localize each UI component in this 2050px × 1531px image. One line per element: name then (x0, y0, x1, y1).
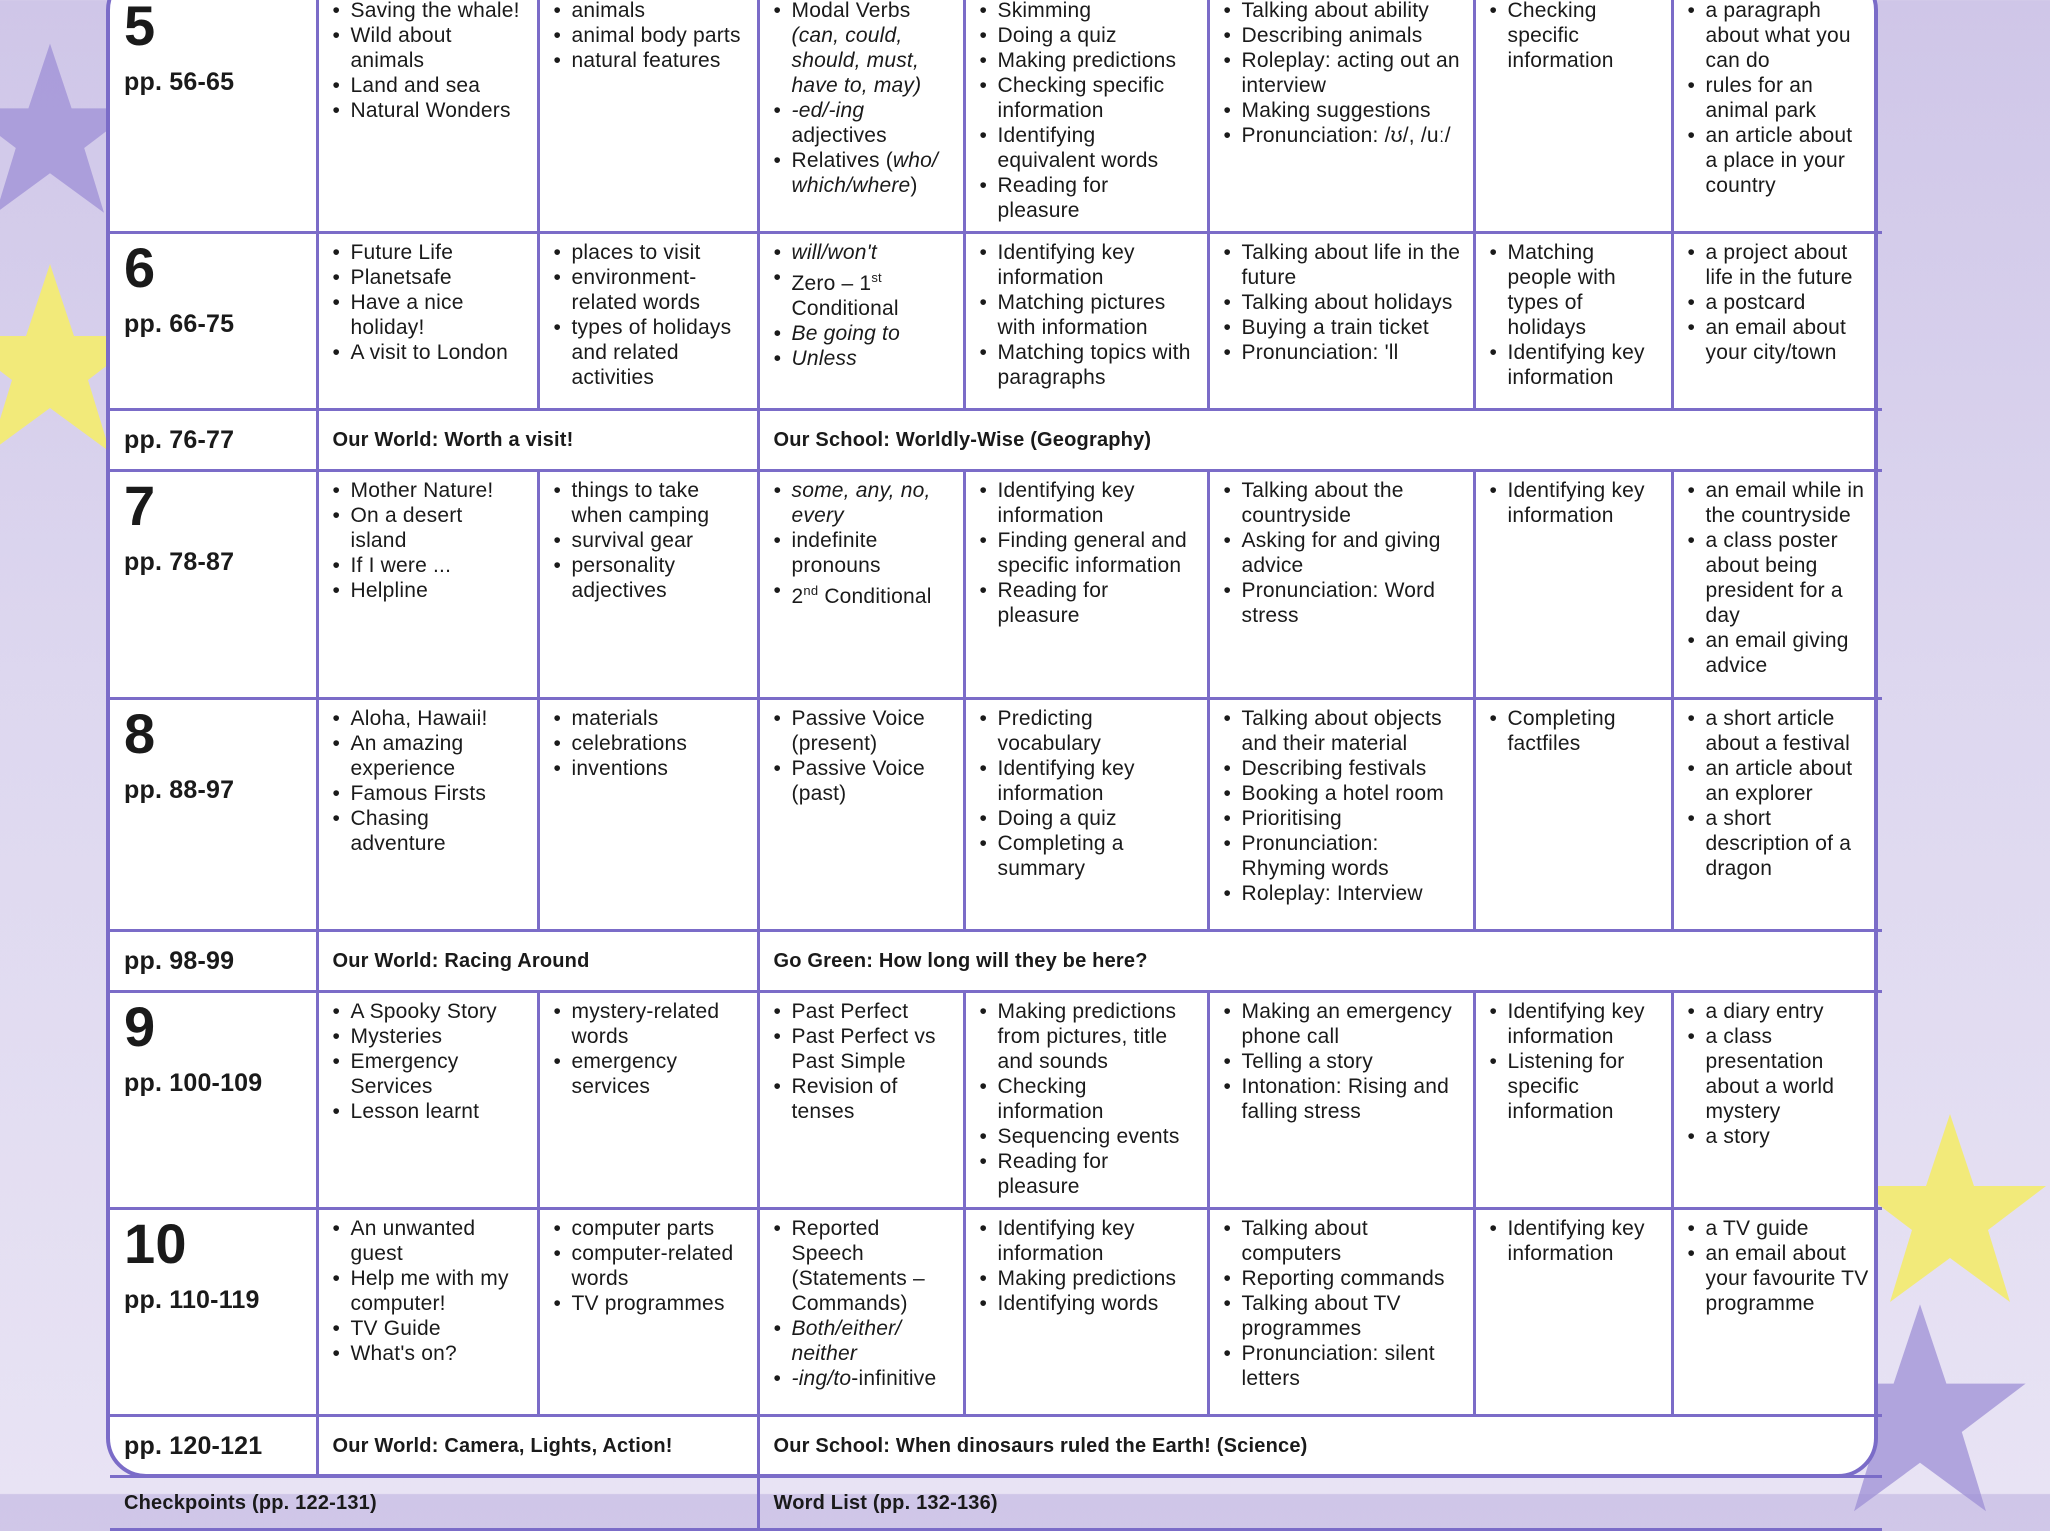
list-item: • Pronunciation: 'll (1224, 340, 1461, 365)
list-item: • An unwanted guest (333, 1216, 525, 1266)
grammar-cell (758, 992, 964, 1209)
topics-cell (317, 233, 538, 410)
special-section-row (110, 410, 1882, 471)
list-item: • Help me with my computer! (333, 1266, 525, 1316)
our-world-title: Our World: Racing Around (317, 931, 758, 992)
list-item: • Matching people with types of holidays (1490, 240, 1659, 340)
unit-number: 9 (124, 995, 156, 1058)
list-item: • computer parts (554, 1216, 745, 1241)
list-item: • Pronunciation: Word stress (1224, 578, 1461, 628)
grammar-text: Modal Verbs (791, 0, 911, 22)
list-item: • Future Life (333, 240, 525, 265)
list-item (774, 1366, 951, 1391)
reading-cell (964, 471, 1208, 699)
list-item: • Completing factfiles (1490, 706, 1659, 756)
list-item: • Completing a summary (980, 831, 1195, 881)
topics-cell (317, 1209, 538, 1416)
list-item: • Doing a quiz (980, 806, 1195, 831)
writing-cell (1672, 471, 1882, 699)
list-item: • An amazing experience (333, 731, 525, 781)
list-item: • animals (554, 0, 745, 23)
list-item: • emergency services (554, 1049, 745, 1099)
list-item: • Matching pictures with information (980, 290, 1195, 340)
our-world-title: Our World: Worth a visit! (317, 410, 758, 471)
special-section-row (110, 931, 1882, 992)
speaking-cell (1208, 0, 1474, 233)
list-item: • a TV guide (1688, 1216, 1871, 1241)
list-item: • Making predictions (980, 1266, 1195, 1291)
list-item: • Doing a quiz (980, 23, 1195, 48)
grammar-text: 2 (791, 585, 804, 608)
vocabulary-cell (538, 992, 758, 1209)
list-item: • Have a nice holiday! (333, 290, 525, 340)
grammar-text: (can, could, should, must, have to, may) (791, 24, 922, 97)
unit-pages: pp. 110-119 (124, 1286, 260, 1314)
vocabulary-cell (538, 1209, 758, 1416)
list-item: • computer-related words (554, 1241, 745, 1291)
unit-pages: pp. 56-65 (124, 68, 235, 96)
list-item: • Asking for and giving advice (1224, 528, 1461, 578)
special-section-row (110, 1416, 1882, 1477)
unit-cell (110, 699, 317, 931)
list-item: • materials (554, 706, 745, 731)
unit-row (110, 0, 1882, 233)
list-item (774, 265, 951, 321)
list-item: • mystery-related words (554, 999, 745, 1049)
grammar-text: Conditional (824, 585, 932, 608)
our-world-title: Our World: Camera, Lights, Action! (317, 1416, 758, 1477)
list-item: • Identifying key information (980, 756, 1195, 806)
list-item: • inventions (554, 756, 745, 781)
list-item: • places to visit (554, 240, 745, 265)
unit-cell (110, 992, 317, 1209)
unit-number: 7 (124, 474, 156, 537)
list-item: • Finding general and specific information (980, 528, 1195, 578)
list-item: • a diary entry (1688, 999, 1871, 1024)
list-item: • Talking about holidays (1224, 290, 1461, 315)
grammar-text: Relatives ( (791, 149, 893, 172)
list-item: • Checking information (980, 1074, 1195, 1124)
list-item: • survival gear (554, 528, 745, 553)
unit-cell (110, 233, 317, 410)
speaking-cell (1208, 233, 1474, 410)
writing-cell (1672, 1209, 1882, 1416)
list-item: • an email about your city/town (1688, 315, 1871, 365)
list-item: • Identifying key information (980, 1216, 1195, 1266)
list-item: • a postcard (1688, 290, 1871, 315)
list-item: • Passive Voice (present) (774, 706, 951, 756)
grammar-superscript: nd (803, 583, 819, 598)
list-item: • Revision of tenses (774, 1074, 951, 1124)
list-item: • Identifying key information (980, 240, 1195, 290)
list-item: • Reading for pleasure (980, 173, 1195, 223)
list-item: • Buying a train ticket (1224, 315, 1461, 340)
list-item: • Identifying equivalent words (980, 123, 1195, 173)
list-item: • an email giving advice (1688, 628, 1871, 678)
unit-cell (110, 1209, 317, 1416)
list-item: • Making an emergency phone call (1224, 999, 1461, 1049)
list-item: • Land and sea (333, 73, 525, 98)
list-item: • Reading for pleasure (980, 1149, 1195, 1199)
grammar-text: -infinitive (851, 1367, 937, 1390)
listening-cell (1474, 471, 1672, 699)
list-item (774, 148, 951, 198)
list-item: • an email while in the countryside (1688, 478, 1871, 528)
list-item: • Identifying words (980, 1291, 1195, 1316)
list-item: • environment-related words (554, 265, 745, 315)
list-item: • Famous Firsts (333, 781, 525, 806)
list-item: • Planetsafe (333, 265, 525, 290)
grammar-text: -ing/to (791, 1367, 852, 1390)
unit-number: 10 (124, 1212, 187, 1275)
word-list-label: Word List (pp. 132-136) (758, 1477, 1882, 1530)
reading-cell (964, 1209, 1208, 1416)
reading-cell (964, 233, 1208, 410)
list-item: • Skimming (980, 0, 1195, 23)
listening-cell (1474, 699, 1672, 931)
unit-pages: pp. 88-97 (124, 776, 235, 804)
syllabus-table (110, 0, 1882, 1531)
list-item: • a story (1688, 1124, 1871, 1149)
list-item: • Predicting vocabulary (980, 706, 1195, 756)
speaking-cell (1208, 471, 1474, 699)
writing-cell (1672, 992, 1882, 1209)
list-item: • Roleplay: acting out an interview (1224, 48, 1461, 98)
list-item: • an article about an explorer (1688, 756, 1871, 806)
list-item: • a short article about a festival (1688, 706, 1871, 756)
list-item: • Making predictions from pictures, title and sounds (980, 999, 1195, 1074)
list-item: • If I were ... (333, 553, 525, 578)
list-item: • Be going to (774, 321, 951, 346)
list-item: • Both/either/ neither (774, 1316, 951, 1366)
list-item: • Identifying key information (1490, 340, 1659, 390)
list-item: • some, any, no, every (774, 478, 951, 528)
list-item: • Talking about computers (1224, 1216, 1461, 1266)
list-item: • Talking about life in the future (1224, 240, 1461, 290)
list-item: • Talking about ability (1224, 0, 1461, 23)
list-item: • things to take when camping (554, 478, 745, 528)
list-item: • Mysteries (333, 1024, 525, 1049)
list-item: • Identifying key information (1490, 1216, 1659, 1266)
unit-row (110, 471, 1882, 699)
list-item (774, 0, 951, 98)
grammar-text: -ed/-ing (791, 99, 865, 122)
list-item: • an email about your favourite TV programme (1688, 1241, 1871, 1316)
list-item: • Checking specific information (1490, 0, 1659, 73)
vocabulary-cell (538, 0, 758, 233)
writing-cell (1672, 233, 1882, 410)
unit-pages: pp. 78-87 (124, 548, 235, 576)
list-item: • Describing festivals (1224, 756, 1461, 781)
list-item: • natural features (554, 48, 745, 73)
list-item (774, 98, 951, 148)
list-item: • Mother Nature! (333, 478, 525, 503)
list-item: • personality adjectives (554, 553, 745, 603)
list-item: • TV Guide (333, 1316, 525, 1341)
list-item: • a project about life in the future (1688, 240, 1871, 290)
checkpoints-label: Checkpoints (pp. 122-131) (110, 1477, 758, 1530)
section-pages: pp. 120-121 (110, 1416, 317, 1477)
list-item: • Talking about objects and their material (1224, 706, 1461, 756)
section-pages: pp. 98-99 (110, 931, 317, 992)
footer-row (110, 1477, 1882, 1530)
section-pages: pp. 76-77 (110, 410, 317, 471)
writing-cell (1672, 0, 1882, 233)
list-item: • indefinite pronouns (774, 528, 951, 578)
list-item: • Unless (774, 346, 951, 371)
list-item: • Identifying key information (1490, 478, 1659, 528)
list-item: • Roleplay: Interview (1224, 881, 1461, 906)
list-item: • Emergency Services (333, 1049, 525, 1099)
grammar-text: Conditional (791, 297, 899, 320)
list-item: • Identifying key information (980, 478, 1195, 528)
listening-cell (1474, 992, 1672, 1209)
list-item: • Checking specific information (980, 73, 1195, 123)
list-item: • Telling a story (1224, 1049, 1461, 1074)
grammar-text: who/ which/where (791, 149, 939, 197)
list-item: • Reported Speech (Statements – Commands) (774, 1216, 951, 1316)
list-item: • What's on? (333, 1341, 525, 1366)
topics-cell (317, 699, 538, 931)
topics-cell (317, 471, 538, 699)
list-item: • an article about a place in your country (1688, 123, 1871, 198)
listening-cell (1474, 233, 1672, 410)
speaking-cell (1208, 699, 1474, 931)
list-item: • Sequencing events (980, 1124, 1195, 1149)
writing-cell (1672, 699, 1882, 931)
list-item: • Prioritising (1224, 806, 1461, 831)
list-item: • a class presentation about a world mystery (1688, 1024, 1871, 1124)
topics-cell (317, 992, 538, 1209)
list-item: • rules for an animal park (1688, 73, 1871, 123)
list-item: • Talking about TV programmes (1224, 1291, 1461, 1341)
grammar-cell (758, 471, 964, 699)
list-item: • Natural Wonders (333, 98, 525, 123)
list-item: • a class poster about being president for a day (1688, 528, 1871, 628)
list-item: • types of holidays and related activities (554, 315, 745, 390)
topics-cell (317, 0, 538, 233)
list-item: • Wild about animals (333, 23, 525, 73)
list-item: • Lesson learnt (333, 1099, 525, 1124)
list-item: • Making predictions (980, 48, 1195, 73)
list-item: • Helpline (333, 578, 525, 603)
unit-cell (110, 0, 317, 233)
list-item: • Aloha, Hawaii! (333, 706, 525, 731)
go-green-title: Go Green: How long will they be here? (758, 931, 1882, 992)
list-item: • Reporting commands (1224, 1266, 1461, 1291)
list-item: • Pronunciation: silent letters (1224, 1341, 1461, 1391)
list-item: • animal body parts (554, 23, 745, 48)
list-item: • Describing animals (1224, 23, 1461, 48)
reading-cell (964, 992, 1208, 1209)
unit-number: 8 (124, 702, 156, 765)
list-item: • Passive Voice (past) (774, 756, 951, 806)
grammar-text: ) (910, 174, 918, 197)
grammar-cell (758, 233, 964, 410)
our-school-title: Our School: When dinosaurs ruled the Earth! (Science) (758, 1416, 1882, 1477)
unit-number: 5 (124, 0, 156, 57)
list-item: • a paragraph about what you can do (1688, 0, 1871, 73)
unit-row (110, 992, 1882, 1209)
list-item: • TV programmes (554, 1291, 745, 1316)
list-item: • Saving the whale! (333, 0, 525, 23)
list-item: • A Spooky Story (333, 999, 525, 1024)
listening-cell (1474, 0, 1672, 233)
syllabus-board (106, 0, 1878, 1514)
list-item: • celebrations (554, 731, 745, 756)
list-item (774, 578, 951, 609)
list-item: • Identifying key information (1490, 999, 1659, 1049)
grammar-cell (758, 1209, 964, 1416)
unit-row (110, 1209, 1882, 1416)
list-item: • Intonation: Rising and falling stress (1224, 1074, 1461, 1124)
grammar-superscript: st (871, 270, 882, 285)
list-item: • A visit to London (333, 340, 525, 365)
grammar-cell (758, 0, 964, 233)
reading-cell (964, 699, 1208, 931)
list-item: • Pronunciation: Rhyming words (1224, 831, 1461, 881)
list-item: • On a desert island (333, 503, 525, 553)
our-school-title: Our School: Worldly-Wise (Geography) (758, 410, 1882, 471)
vocabulary-cell (538, 233, 758, 410)
list-item: • Reading for pleasure (980, 578, 1195, 628)
unit-row (110, 233, 1882, 410)
list-item: • Matching topics with paragraphs (980, 340, 1195, 390)
list-item: • Talking about the countryside (1224, 478, 1461, 528)
list-item: • Listening for specific information (1490, 1049, 1659, 1124)
vocabulary-cell (538, 699, 758, 931)
list-item: • Making suggestions (1224, 98, 1461, 123)
list-item: • will/won't (774, 240, 951, 265)
unit-pages: pp. 100-109 (124, 1069, 263, 1097)
speaking-cell (1208, 992, 1474, 1209)
grammar-text: Zero – 1 (791, 272, 872, 295)
list-item: • Past Perfect vs Past Simple (774, 1024, 951, 1074)
grammar-cell (758, 699, 964, 931)
list-item: • Chasing adventure (333, 806, 525, 856)
unit-pages: pp. 66-75 (124, 310, 235, 338)
listening-cell (1474, 1209, 1672, 1416)
list-item: • Booking a hotel room (1224, 781, 1461, 806)
list-item: • Past Perfect (774, 999, 951, 1024)
unit-cell (110, 471, 317, 699)
speaking-cell (1208, 1209, 1474, 1416)
grammar-text: adjectives (791, 124, 887, 147)
unit-row (110, 699, 1882, 931)
reading-cell (964, 0, 1208, 233)
vocabulary-cell (538, 471, 758, 699)
list-item: • a short description of a dragon (1688, 806, 1871, 881)
unit-number: 6 (124, 236, 156, 299)
list-item: • Pronunciation: /ʊ/, /uː/ (1224, 123, 1461, 148)
